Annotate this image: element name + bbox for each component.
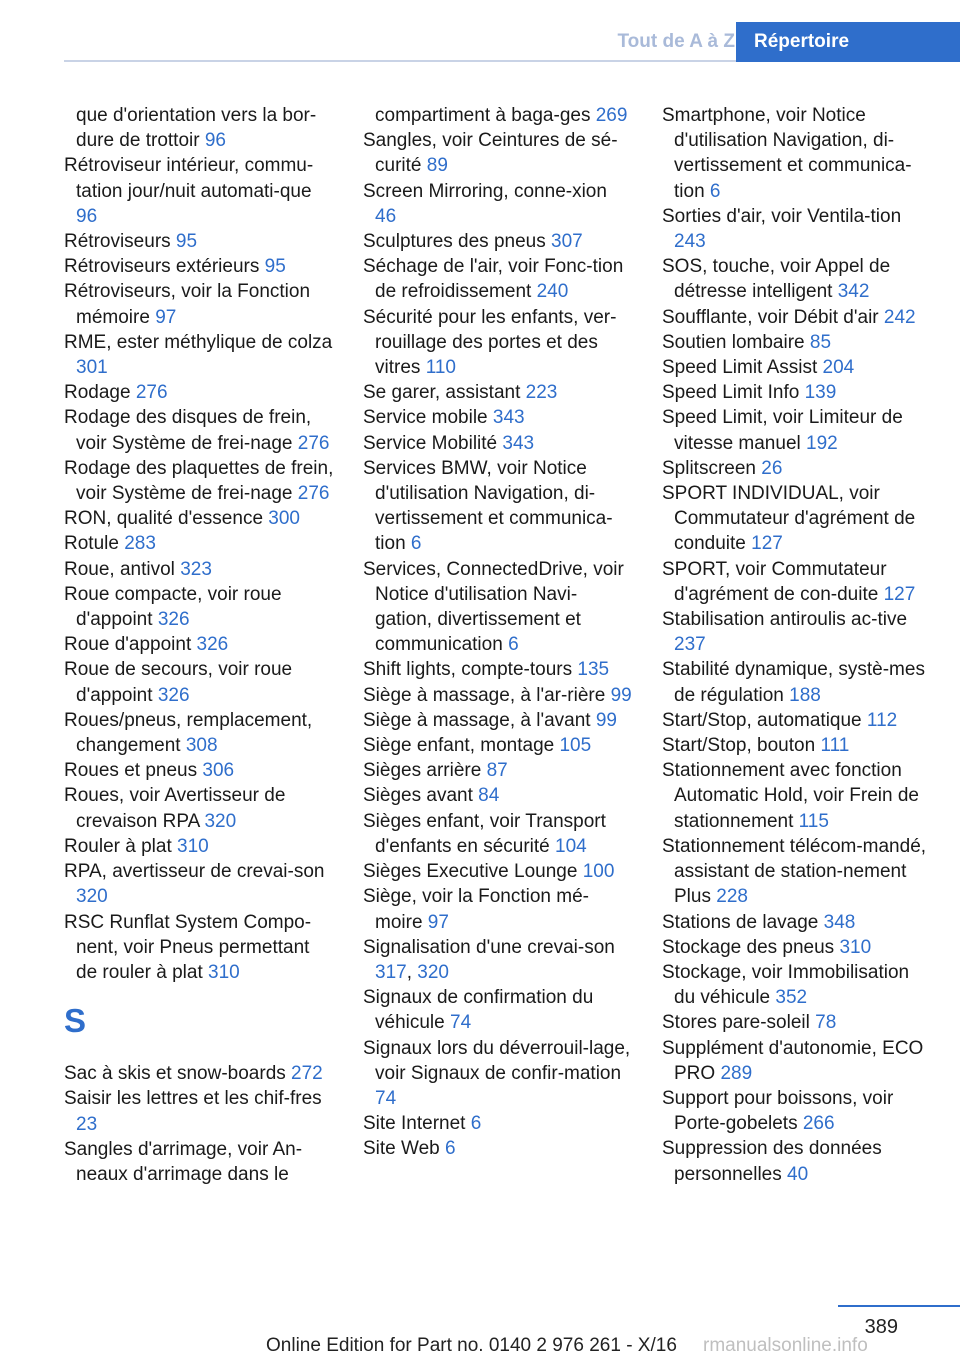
index-entry xyxy=(363,758,633,783)
page-link[interactable]: 243 xyxy=(674,231,706,253)
page-link[interactable]: 192 xyxy=(806,432,838,454)
entry-text: Rodage xyxy=(64,382,136,404)
index-entry xyxy=(64,330,334,380)
page-link[interactable]: 228 xyxy=(716,886,748,908)
page-link[interactable]: 26 xyxy=(761,457,783,479)
index-entry xyxy=(662,1036,928,1086)
index-entry xyxy=(64,657,334,707)
entry-text: Screen Mirroring, conne-xion xyxy=(363,180,607,202)
entry-text: Saisir les lettres et les chif-fres xyxy=(64,1088,322,1110)
page-link[interactable]: 112 xyxy=(866,709,898,731)
page-link[interactable]: 276 xyxy=(297,483,330,505)
index-entry xyxy=(363,456,633,557)
entry-text: Sièges arrière xyxy=(363,760,487,782)
entry-text: que d'orientation vers la bor-dure de trottoir xyxy=(76,105,317,152)
edition-note: Online Edition for Part no. 0140 2 976 261 - X/16 xyxy=(266,1335,677,1356)
entry-text: Sièges avant xyxy=(363,785,479,807)
index-entry xyxy=(662,607,928,657)
page-link[interactable]: 40 xyxy=(787,1163,809,1185)
entry-text: Siège à massage, à l'avant xyxy=(363,709,596,731)
index-entry xyxy=(64,758,334,783)
section-heading-s: S xyxy=(64,1002,87,1040)
index-entry xyxy=(64,103,334,153)
page-link[interactable]: 74 xyxy=(375,1087,397,1109)
entry-text: Rotule xyxy=(64,533,125,555)
index-entry xyxy=(64,557,334,582)
page-link[interactable]: 127 xyxy=(883,583,916,605)
index-entry xyxy=(64,456,334,506)
index-entry xyxy=(64,783,334,833)
entry-text: Roue de secours, voir roue d'appoint xyxy=(64,659,293,706)
page-link[interactable]: 6 xyxy=(470,1113,482,1135)
entry-text: Site Internet xyxy=(363,1113,471,1135)
index-entry xyxy=(662,557,928,607)
entry-text: RME, ester méthylique de colza xyxy=(64,331,333,353)
entry-text: SOS, touche, voir Appel de détresse intelligent xyxy=(662,256,891,303)
page-link[interactable]: 104 xyxy=(555,835,587,857)
index-entry xyxy=(363,254,633,304)
entry-text: Rodage des disques de frein, voir Système de frei-nage xyxy=(64,407,312,454)
index-entry xyxy=(363,557,633,658)
entry-text: Suppression des données personnelles xyxy=(662,1138,882,1185)
entry-text: Rétroviseurs xyxy=(64,231,176,253)
page-link[interactable]: 89 xyxy=(426,155,448,177)
page-link[interactable]: 326 xyxy=(157,684,190,706)
entry-text: Services BMW, voir Notice d'utilisation Navigation, di-vertissement et communica-tion xyxy=(363,457,613,555)
page-link[interactable]: 84 xyxy=(478,785,500,807)
page-link[interactable]: 99 xyxy=(595,709,617,731)
page-link[interactable]: 105 xyxy=(559,735,592,757)
index-entry xyxy=(662,1086,928,1136)
index-entry xyxy=(363,431,633,456)
page-link[interactable]: 308 xyxy=(185,735,218,757)
page-link[interactable]: 115 xyxy=(798,810,829,832)
index-entry xyxy=(64,531,334,556)
index-entry xyxy=(363,884,633,934)
page-link[interactable]: 78 xyxy=(815,1012,837,1034)
page-link[interactable]: 310 xyxy=(839,936,872,958)
index-entry xyxy=(363,708,633,733)
page-link[interactable]: 96 xyxy=(76,205,98,227)
page-link[interactable]: 317 xyxy=(375,961,407,983)
page-link[interactable]: 111 xyxy=(820,735,850,757)
index-entry xyxy=(662,456,928,481)
index-entry xyxy=(662,935,928,960)
index-entry xyxy=(64,834,334,859)
entry-text: Support pour boissons, voir Porte-gobelets xyxy=(662,1087,894,1135)
index-entry xyxy=(662,355,928,380)
page-link[interactable]: 6 xyxy=(508,634,519,656)
tab-repertoire[interactable]: Répertoire xyxy=(736,22,960,62)
index-entry xyxy=(363,657,633,682)
index-entry xyxy=(64,1137,334,1187)
index-column-2 xyxy=(363,103,633,1162)
entry-text: Site Web xyxy=(363,1138,446,1160)
page-link[interactable]: 127 xyxy=(751,533,783,555)
page-link[interactable]: 306 xyxy=(202,760,235,782)
page-link[interactable]: 348 xyxy=(823,911,856,933)
page-link[interactable]: 87 xyxy=(486,760,508,782)
index-entry xyxy=(64,153,334,229)
entry-text: Stockage, voir Immobilisation du véhicule xyxy=(662,961,910,1009)
page-link[interactable]: 6 xyxy=(445,1138,456,1160)
page-link[interactable]: 276 xyxy=(297,432,330,454)
entry-text: Sièges Executive Lounge xyxy=(363,861,583,883)
entry-text: Roues, voir Avertisseur de crevaison RPA xyxy=(64,785,286,832)
index-entry xyxy=(662,103,928,204)
index-entry xyxy=(363,380,633,405)
index-entry xyxy=(64,405,334,455)
entry-text: Signalisation d'une crevai-son xyxy=(363,936,615,958)
index-entry xyxy=(662,204,928,254)
page-link[interactable]: 139 xyxy=(804,382,837,404)
page-link[interactable]: 23 xyxy=(76,1113,98,1135)
page-link[interactable]: 204 xyxy=(822,357,855,379)
entry-text: Roue compacte, voir roue d'appoint xyxy=(64,583,282,631)
entry-text: SPORT INDIVIDUAL, voir Commutateur d'agrément de conduite xyxy=(662,483,916,555)
page-link[interactable]: 74 xyxy=(450,1012,472,1034)
entry-text: RSC Runflat System Compo-nent, voir Pneus permettant de rouler à plat xyxy=(64,911,312,983)
entry-text: Stabilisation antiroulis ac-tive xyxy=(662,609,908,631)
page-link[interactable]: 326 xyxy=(196,634,229,656)
index-entry xyxy=(64,229,334,254)
page-link[interactable]: 320 xyxy=(204,810,237,832)
entry-text: Start/Stop, bouton xyxy=(662,735,821,757)
page-link[interactable]: 237 xyxy=(674,634,706,656)
entry-text: Sculptures des pneus xyxy=(363,231,552,253)
entry-text: Signaux de confirmation du véhicule xyxy=(363,987,594,1034)
page-link[interactable]: 307 xyxy=(551,231,583,253)
entry-text: Sangles d'arrimage, voir An-neaux d'arrimage dans le xyxy=(64,1138,303,1185)
index-entry xyxy=(64,254,334,279)
page-link[interactable]: 242 xyxy=(883,306,916,328)
page-link[interactable]: 97 xyxy=(155,306,177,328)
index-entry xyxy=(662,380,928,405)
page-link[interactable]: 269 xyxy=(595,105,628,126)
page-link[interactable]: 97 xyxy=(427,911,449,933)
page-link[interactable]: 110 xyxy=(425,357,456,379)
entry-text: compartiment à baga-ges xyxy=(375,105,596,126)
index-entry xyxy=(363,809,633,859)
page-link[interactable]: 223 xyxy=(525,382,558,404)
footer-rule xyxy=(838,1305,960,1307)
index-entry xyxy=(64,708,334,758)
entry-text: Sac à skis et snow-boards xyxy=(64,1063,292,1085)
index-entry xyxy=(662,960,928,1010)
index-entry xyxy=(64,859,334,909)
entry-text: Siège enfant, montage xyxy=(363,735,560,757)
entry-text: Stationnement avec fonction Automatic Hold, voir Frein de stationnement xyxy=(662,760,919,832)
entry-text: Soutien lombaire xyxy=(662,331,810,353)
entry-text: Rétroviseur intérieur, commu-tation jour/nuit automati-que xyxy=(64,155,314,202)
entry-text: Start/Stop, automatique xyxy=(662,709,867,731)
entry-text: Splitscreen xyxy=(662,457,762,479)
page-link[interactable]: 276 xyxy=(135,382,168,404)
page-link[interactable]: 323 xyxy=(180,558,212,580)
entry-text: Service Mobilité xyxy=(363,432,503,454)
page-link[interactable]: 188 xyxy=(789,684,821,706)
index-entry xyxy=(662,254,928,304)
index-entry: Signalisation d'une crevai-son 317, 320 xyxy=(363,936,615,983)
tab-tout-de-a-a-z[interactable]: Tout de A à Z xyxy=(617,31,735,52)
page-link[interactable]: 272 xyxy=(291,1063,323,1085)
entry-text: Sorties d'air, voir Ventila-tion xyxy=(662,205,902,227)
index-entry xyxy=(64,632,334,657)
entry-text: Stabilité dynamique, systè-mes de régulation xyxy=(662,659,925,706)
entry-text: Stations de lavage xyxy=(662,911,824,933)
index-entry xyxy=(363,229,633,254)
index-entry xyxy=(363,733,633,758)
index-entry xyxy=(662,708,928,733)
entry-text: Rétroviseurs, voir la Fonction mémoire xyxy=(64,281,311,328)
index-entry xyxy=(662,910,928,935)
entry-text: Siège, voir la Fonction mé-moire xyxy=(363,886,589,933)
page-link[interactable]: 310 xyxy=(208,961,240,983)
index-entry xyxy=(662,733,928,758)
index-entry xyxy=(64,910,334,986)
page-number: 389 xyxy=(864,1316,898,1338)
index-entry xyxy=(363,103,633,128)
index-column-3 xyxy=(662,103,928,1187)
index-column-1 xyxy=(64,103,334,1187)
page-link[interactable]: 85 xyxy=(809,331,832,353)
page-link[interactable]: 289 xyxy=(720,1062,753,1084)
entry-text: RON, qualité d'essence xyxy=(64,508,269,530)
page-link[interactable]: 46 xyxy=(375,205,397,227)
page-link[interactable]: 266 xyxy=(802,1113,835,1135)
entry-text: Rouler à plat xyxy=(64,835,178,857)
page-link[interactable]: 100 xyxy=(582,861,615,883)
page-link[interactable]: 95 xyxy=(264,256,286,278)
page-link[interactable]: 343 xyxy=(492,407,525,429)
page-link[interactable]: 343 xyxy=(502,432,535,454)
index-entry xyxy=(363,405,633,430)
index-entry xyxy=(363,305,633,381)
page-link[interactable]: 300 xyxy=(268,508,300,530)
entry-text: Speed Limit, voir Limiteur de vitesse manuel xyxy=(662,407,903,454)
page-link[interactable]: 326 xyxy=(157,609,190,631)
index-entry xyxy=(662,330,928,355)
index-entry xyxy=(363,128,633,178)
page-link[interactable]: 240 xyxy=(536,281,569,303)
index-entry xyxy=(363,1036,633,1112)
entry-text: Sièges enfant, voir Transport d'enfants en sécurité xyxy=(363,810,606,857)
index-entry xyxy=(662,1136,928,1186)
index-entry xyxy=(363,985,633,1035)
index-entry xyxy=(363,783,633,808)
index-entry xyxy=(662,405,928,455)
entry-text: Shift lights, compte-tours xyxy=(363,659,578,681)
entry-text: Stockage des pneus xyxy=(662,936,840,958)
entry-text: SPORT, voir Commutateur d'agrément de con-duite xyxy=(662,558,887,605)
entry-text: Signaux lors du déverrouil-lage, voir Signaux de confir-mation xyxy=(363,1037,631,1084)
page-link[interactable]: 96 xyxy=(204,130,226,152)
entry-text: Siège à massage, à l'ar-rière xyxy=(363,684,611,706)
page-link[interactable]: 342 xyxy=(837,281,870,303)
page-link[interactable]: 283 xyxy=(124,533,156,555)
entry-text: Sangles, voir Ceintures de sé-curité xyxy=(363,130,618,177)
page-link[interactable]: 320 xyxy=(76,886,108,908)
entry-text: RPA, avertisseur de crevai-son xyxy=(64,861,325,883)
entry-text: Rodage des plaquettes de frein, voir Système de frei-nage xyxy=(64,457,334,505)
index-entry xyxy=(662,481,928,557)
page-link[interactable]: 320 xyxy=(417,961,449,983)
entry-text: Speed Limit Info xyxy=(662,382,805,404)
index-entry xyxy=(363,859,633,884)
page-link[interactable]: 352 xyxy=(775,987,808,1009)
index-entry xyxy=(64,380,334,405)
index-entry xyxy=(64,1086,334,1136)
entry-text: Roue d'appoint xyxy=(64,634,197,656)
index-entry xyxy=(662,305,928,330)
page-link[interactable]: 99 xyxy=(610,684,632,706)
index-entry xyxy=(64,279,334,329)
entry-text: Service mobile xyxy=(363,407,493,429)
entry-text: Stores pare-soleil xyxy=(662,1012,816,1034)
page-link[interactable]: 6 xyxy=(410,533,422,555)
entry-text: Roues/pneus, remplacement, changement xyxy=(64,709,313,757)
index-entry xyxy=(363,179,633,229)
entry-text: Supplément d'autonomie, ECO PRO xyxy=(662,1037,924,1084)
index-entry xyxy=(662,834,928,910)
index-entry xyxy=(662,758,928,834)
entry-text: Rétroviseurs extérieurs xyxy=(64,256,265,278)
entry-text: Services, ConnectedDrive, voir Notice d'utilisation Navi-gation, divertissement et communication xyxy=(363,558,624,656)
index-entry xyxy=(363,683,633,708)
entry-text: Roues et pneus xyxy=(64,760,203,782)
index-entry xyxy=(662,1010,928,1035)
entry-text: Sécurité pour les enfants, ver-rouillage des portes et des vitres xyxy=(363,306,617,379)
entry-text: Séchage de l'air, voir Fonc-tion de refroidissement xyxy=(363,256,624,303)
page-link[interactable]: 310 xyxy=(177,835,209,857)
entry-text: Soufflante, voir Débit d'air xyxy=(662,306,884,328)
entry-text: Smartphone, voir Notice d'utilisation Navigation, di-vertissement et communica-tion xyxy=(662,105,912,202)
index-entry xyxy=(363,1136,633,1161)
entry-text: Speed Limit Assist xyxy=(662,357,823,379)
index-entry xyxy=(64,1061,334,1086)
entry-text: Stationnement télécom-mandé, assistant de station-nement Plus xyxy=(662,835,927,908)
index-entry xyxy=(662,657,928,707)
page-link[interactable]: 6 xyxy=(709,180,721,202)
index-entry xyxy=(64,582,334,632)
entry-text: Se garer, assistant xyxy=(363,382,526,404)
entry-text: Roue, antivol xyxy=(64,558,181,580)
index-entry xyxy=(363,1111,633,1136)
watermark: rmanualsonline.info xyxy=(703,1335,868,1356)
page-link[interactable]: 135 xyxy=(577,659,610,681)
page-link[interactable]: 95 xyxy=(175,231,198,253)
index-entry xyxy=(64,506,334,531)
page-link[interactable]: 301 xyxy=(76,357,108,379)
